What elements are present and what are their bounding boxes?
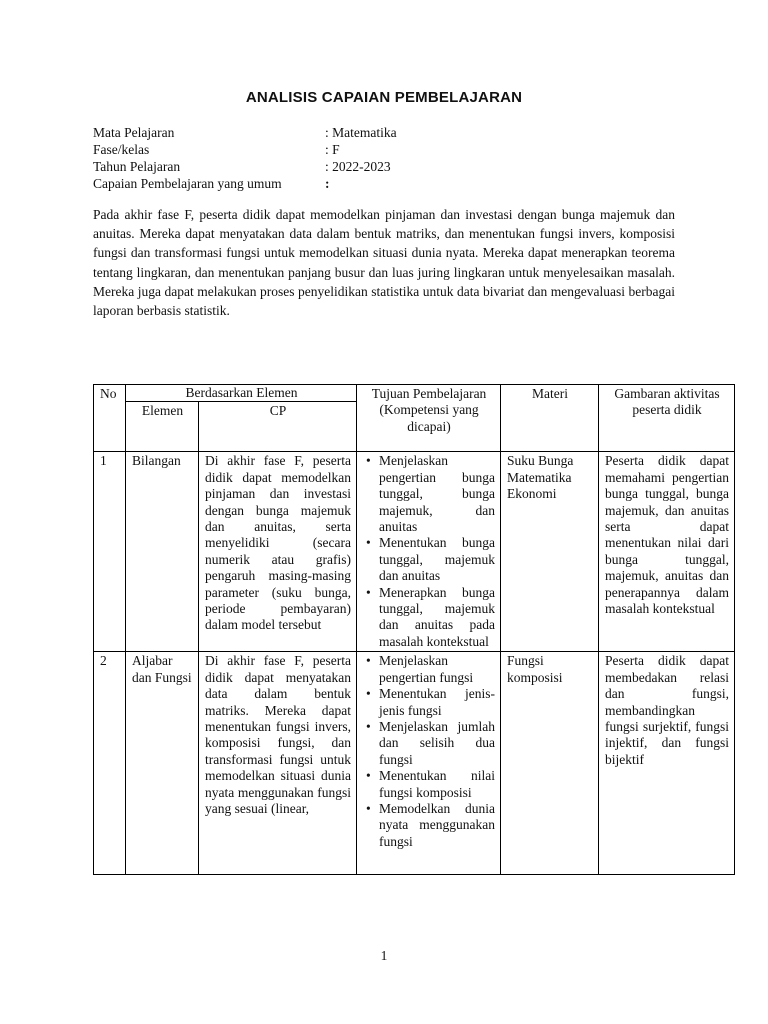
list-item: • Menjelaskan jumlah dan selisih dua fungsi	[379, 719, 495, 768]
row-no: 2	[94, 652, 126, 875]
row-gambaran: Peserta didik dapat memahami pengertian bunga tunggal, bunga majemuk, dan anuitas serta dapat menentukan nilai dari bunga tunggal, majemuk, anuitas dan penerapannya dalam masalah kontekstual	[599, 452, 735, 652]
meta-row-subject	[93, 124, 397, 141]
cp-analysis-table	[93, 384, 735, 875]
meta-value: : Matematika	[325, 125, 397, 140]
header-tujuan: Tujuan Pembelajaran (Kompetensi yang dicapai)	[357, 385, 501, 452]
row-tujuan	[357, 652, 501, 875]
list-item: • Memodelkan dunia nyata menggunakan fungsi	[379, 801, 495, 850]
meta-label: Capaian Pembelajaran yang umum	[93, 176, 282, 191]
row-tujuan	[357, 452, 501, 652]
meta-row-general-cp	[93, 175, 397, 192]
header-materi: Materi	[501, 385, 599, 452]
row-cp-cell	[199, 652, 357, 875]
meta-label: Mata Pelajaran	[93, 125, 175, 140]
header-elemen: Elemen	[126, 402, 199, 452]
list-item: • Menentukan bunga tunggal, majemuk dan anuitas	[379, 535, 495, 584]
row-gambaran: Peserta didik dapat membedakan relasi dan fungsi, membandingkan fungsi surjektif, fungsi injektif, dan fungsi bijektif	[599, 652, 735, 875]
meta-value: : 2022-2023	[325, 159, 391, 174]
list-item: • Menerapkan bunga tunggal, majemuk dan anuitas pada masalah kontekstual	[379, 585, 495, 651]
meta-label: Tahun Pelajaran	[93, 159, 181, 174]
list-item: • Menentukan jenis-jenis fungsi	[379, 686, 495, 719]
header-cp: CP	[199, 402, 357, 452]
page-title: ANALISIS CAPAIAN PEMBELAJARAN	[245, 89, 523, 106]
header-no: No	[94, 385, 126, 452]
row-materi: Fungsi komposisi	[501, 652, 599, 875]
row-cp: Di akhir fase F, peserta didik dapat memodelkan pinjaman dan investasi dengan bunga majemuk dan anuitas, serta menyelidiki (secara numerik atau grafis) pengaruh masing-masing parameter (suku bunga, periode pembayaran) dalam model tersebut	[199, 452, 357, 652]
page-number: 1	[380, 948, 388, 963]
meta-row-phase	[93, 141, 397, 158]
list-item: • Menjelaskan pengertian bunga tunggal, bunga majemuk, dan anuitas	[379, 453, 495, 535]
row-no: 1	[94, 452, 126, 652]
list-item: • Menentukan nilai fungsi komposisi	[379, 768, 495, 801]
document-meta	[93, 124, 397, 192]
row-elemen: Aljabar dan Fungsi	[126, 652, 199, 875]
general-cp-paragraph: Pada akhir fase F, peserta didik dapat memodelkan pinjaman dan investasi dengan bunga majemuk dan anuitas. Mereka dapat menyatakan data dalam bentuk matriks, dan menentukan fungsi invers, komposisi fungsi dan transformasi fungsi untuk memodelkan situasi dunia nyata. Mereka dapat menerapkan teorema tentang lingkaran, dan menentukan panjang busur dan luas juring lingkaran untuk menyelesaikan masalah. Mereka juga dapat melakukan proses penyelidikan statistika untuk data bivariat dan mengevaluasi berbagai laporan berbasis statistik.	[93, 207, 675, 319]
row-cp: Di akhir fase F, peserta didik dapat menyatakan data dalam bentuk matriks. Mereka dapat menentukan fungsi invers, komposisi fungsi, dan transformasi fungsi untuk memodelkan situasi dunia nyata menggunakan fungsi yang sesuai (linear,	[205, 653, 352, 816]
meta-row-year	[93, 158, 397, 175]
row-tujuan-clip	[363, 653, 495, 873]
meta-value: : F	[325, 142, 340, 157]
table-row	[94, 452, 735, 652]
list-item: • Menjelaskan pengertian fungsi	[379, 653, 495, 686]
table-header-row	[94, 385, 735, 402]
row-materi: Suku Bunga Matematika Ekonomi	[501, 452, 599, 652]
meta-label: Fase/kelas	[93, 142, 150, 157]
header-berdasarkan-elemen: Berdasarkan Elemen	[126, 385, 357, 402]
meta-value: :	[325, 176, 330, 191]
header-gambaran: Gambaran aktivitas peserta didik	[599, 385, 735, 452]
row-elemen: Bilangan	[126, 452, 199, 652]
table-row	[94, 652, 735, 875]
